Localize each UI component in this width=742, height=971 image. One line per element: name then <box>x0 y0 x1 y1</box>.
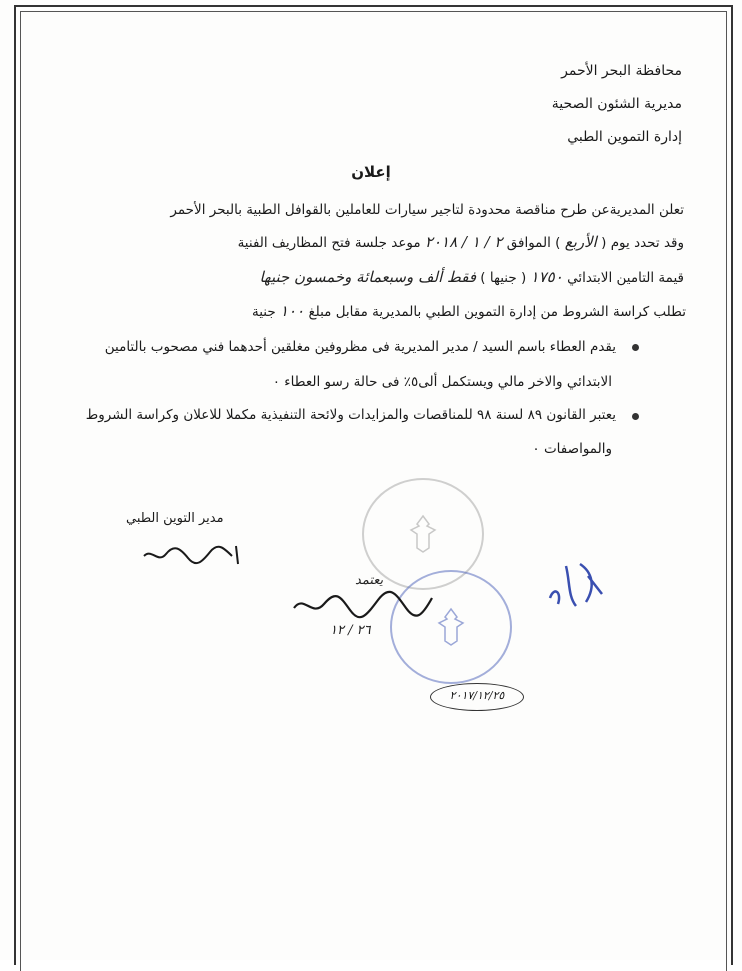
line4-suffix: جنية <box>251 304 276 320</box>
line2-date-handwritten: ٢ / ١ / ٢٠١٨ <box>424 233 503 251</box>
governorate-name: محافظة البحر الأحمر <box>561 63 682 79</box>
announcement-line-2 <box>238 233 684 252</box>
announcement-line-1: تعلن المديريةعن طرح مناقصة محدودة لتاجير سيارات للعاملين بالقوافل الطبية بالبحر الأحمر <box>170 202 684 218</box>
line4-prefix: تطلب كراسة الشروط من إدارة التموين الطبي بالمديرية مقابل مبلغ <box>308 304 686 320</box>
line4-amount-handwritten: ١٠٠ <box>279 302 305 320</box>
line3-mid: ( جنيها ) <box>480 270 527 286</box>
bullet-2-line-1: يعتبر القانون ٨٩ لسنة ٩٨ للمناقصات والمزايدات ولائحة التنفيذية مكملا للاعلان وكراسة الشروط <box>85 407 616 423</box>
bullet-2-icon <box>632 413 639 420</box>
eagle-emblem-icon <box>433 605 469 649</box>
announcement-title: إعلان <box>351 163 391 181</box>
line2-mid: ) الموافق <box>506 235 561 251</box>
announcement-line-4 <box>252 302 686 321</box>
blue-initials-signature-icon <box>540 546 610 616</box>
inner-border <box>20 11 727 971</box>
directorate-name: مديرية الشئون الصحية <box>551 96 682 112</box>
approve-label: يعتمد <box>355 573 384 588</box>
manager-title: مدير التوين الطبي <box>126 511 224 526</box>
line2-prefix: وقد تحدد يوم ( <box>601 235 684 251</box>
bullet-2-line-2: والمواصفات ٠ <box>532 441 612 457</box>
bullet-1-icon <box>632 344 639 351</box>
line3-prefix: قيمة التامين الابتدائي <box>567 270 684 286</box>
line2-suffix: موعد جلسة فتح المظاريف الفنية <box>237 235 421 251</box>
line3-words-handwritten: فقط ألف وسبعمائة وخمسون جنيها <box>259 268 476 286</box>
serial-number-stamp: ٢٠١٧/١٢/٢٥ <box>430 683 524 711</box>
line3-amount-handwritten: ١٧٥٠ <box>530 268 563 286</box>
approve-date-handwritten: ٢٦ / ١٢ <box>330 623 371 638</box>
department-name: إدارة التموين الطبي <box>567 129 682 145</box>
bullet-1-line-2: الابتدائي والاخر مالي ويستكمل ألى٥٪ فى حالة رسو العطاء ٠ <box>272 374 612 390</box>
line2-day-handwritten: الأربع <box>564 233 597 251</box>
bullet-1-line-1: يقدم العطاء باسم السيد / مدير المديرية فى مظروفين مغلقين أحدهما فني مصحوب بالتامين <box>104 339 616 355</box>
eagle-emblem-icon <box>405 512 441 556</box>
announcement-line-3 <box>259 268 684 287</box>
